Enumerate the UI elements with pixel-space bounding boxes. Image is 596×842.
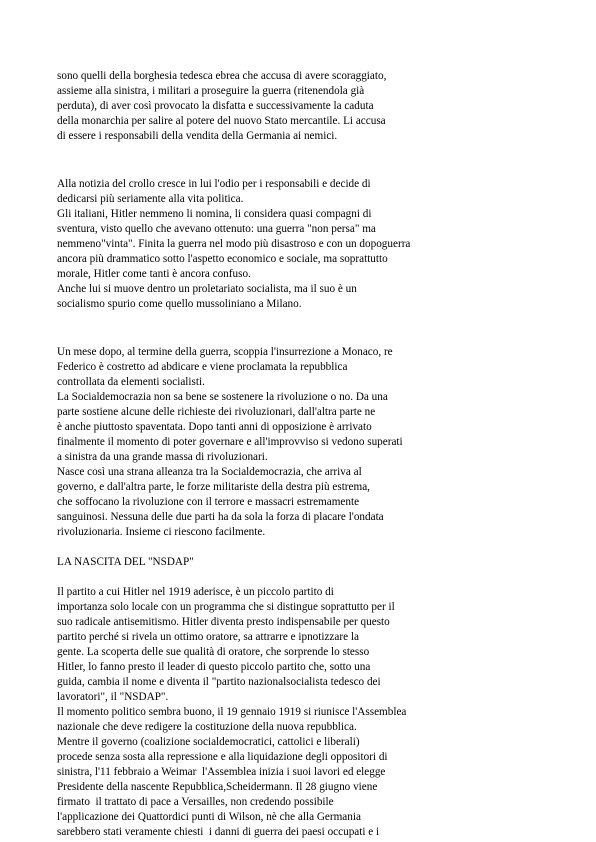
text-line: Presidente della nascente Repubblica,Scheidermann. Il 28 giugno viene: [57, 781, 378, 793]
text-line: Anche lui si muove dentro un proletariato socialista, ma il suo è un: [57, 283, 357, 295]
text-line: Federico è costretto ad abdicare e viene proclamata la repubblica: [57, 361, 348, 373]
text-line: finalmente il momento di poter governare e all'improvviso si vedono superati: [57, 436, 403, 448]
text-line: lavoratori", il "NSDAP".: [57, 691, 169, 703]
text-line: a sinistra da una grande massa di rivoluzionari.: [57, 451, 268, 463]
paragraph-gap: [57, 570, 477, 585]
text-line: firmato il trattato di pace a Versailles, non credendo possibile: [57, 796, 334, 808]
text-line: sinistra, l'11 febbraio a Weimar l'Assemblea inizia i suoi lavori ed elegge: [57, 766, 386, 778]
paragraph-gap: [57, 144, 477, 177]
section-heading-nsdap: [57, 555, 477, 570]
text-line: socialismo spurio come quello mussoliniano a Milano.: [57, 298, 302, 310]
paragraph-crollo: [57, 177, 477, 312]
paragraph-borghesia: [57, 69, 477, 144]
text-line: Un mese dopo, al termine della guerra, scoppia l'insurrezione a Monaco, re: [57, 346, 393, 358]
text-line: nemmeno"vinta". Finita la guerra nel modo più disastroso e con un dopoguerra: [57, 238, 411, 250]
text-line: di essere i responsabili della vendita della Germania ai nemici.: [57, 130, 338, 142]
paragraph-partito: [57, 585, 477, 840]
text-line: procede senza sosta alla repressione e alla liquidazione degli oppositori di: [57, 751, 388, 763]
section-heading: LA NASCITA DEL "NSDAP": [57, 556, 194, 568]
text-line: è anche piuttosto spaventata. Dopo tanti anni di opposizione è arrivato: [57, 421, 372, 433]
text-line: partito perché si rivela un ottimo oratore, sa attrarre e ipnotizzare la: [57, 631, 359, 643]
text-line: gente. La scoperta delle sue qualità di oratore, che sorprende lo stesso: [57, 646, 370, 658]
text-line: sono quelli della borghesia tedesca ebrea che accusa di avere scoraggiato,: [57, 70, 387, 82]
paragraph-gap: [57, 540, 477, 555]
text-line: rivoluzionaria. Insieme ci riescono facilmente.: [57, 526, 266, 538]
text-line: Il momento politico sembra buono, il 19 gennaio 1919 si riunisce l'Assemblea: [57, 706, 407, 718]
text-line: l'applicazione dei Quattordici punti di Wilson, nè che alla Germania: [57, 811, 361, 823]
text-line: governo, e dall'altra parte, le forze militariste della destra più estrema,: [57, 481, 370, 493]
text-line: importanza solo locale con un programma che si distingue soprattutto per il: [57, 601, 395, 613]
text-line: Gli italiani, Hitler nemmeno li nomina, li considera quasi compagni di: [57, 208, 372, 220]
text-line: sanguinosi. Nessuna delle due parti ha da sola la forza di placare l'ondata: [57, 511, 384, 523]
text-line: Mentre il governo (coalizione socialdemocratici, cattolici e liberali): [57, 736, 360, 748]
text-line: sarebbero stati veramente chiesti i danni di guerra dei paesi occupati e i: [57, 826, 380, 838]
paragraph-insurrezione: [57, 345, 477, 540]
text-line: assieme alla sinistra, i militari a proseguire la guerra (ritenendola già: [57, 85, 365, 97]
text-line: Nasce così una strana alleanza tra la Socialdemocrazia, che arriva al: [57, 466, 362, 478]
text-line: nazionale che deve redigere la costituzione della nuova repubblica.: [57, 721, 357, 733]
text-line: morale, Hitler come tanti è ancora confuso.: [57, 268, 251, 280]
text-line: Hitler, lo fanno presto il leader di questo piccolo partito che, sotto una: [57, 661, 371, 673]
text-line: che soffocano la rivoluzione con il terrore e massacri estremamente: [57, 496, 360, 508]
document-body: [57, 69, 477, 840]
text-line: Il partito a cui Hitler nel 1919 aderisce, è un piccolo partito di: [57, 586, 334, 598]
text-line: controllata da elementi socialisti.: [57, 376, 205, 388]
paragraph-gap: [57, 312, 477, 345]
text-line: ancora più drammatico sotto l'aspetto economico e sociale, ma soprattutto: [57, 253, 388, 265]
text-line: della monarchia per salire al potere del nuovo Stato mercantile. Li accusa: [57, 115, 386, 127]
text-line: dedicarsi più seriamente alla vita politica.: [57, 193, 244, 205]
text-line: sventura, visto quello che avevano ottenuto: una guerra "non persa" ma: [57, 223, 376, 235]
text-line: Alla notizia del crollo cresce in lui l'odio per i responsabili e decide di: [57, 178, 371, 190]
text-line: parte sostiene alcune delle richieste dei rivoluzionari, dall'altra parte ne: [57, 406, 376, 418]
text-line: guida, cambia il nome e diventa il "partito nazionalsocialista tedesco dei: [57, 676, 381, 688]
text-line: suo radicale antisemitismo. Hitler diventa presto indispensabile per questo: [57, 616, 390, 628]
text-line: La Socialdemocrazia non sa bene se sostenere la rivoluzione o no. Da una: [57, 391, 388, 403]
text-line: perduta), di aver così provocato la disfatta e successivamente la caduta: [57, 100, 374, 112]
